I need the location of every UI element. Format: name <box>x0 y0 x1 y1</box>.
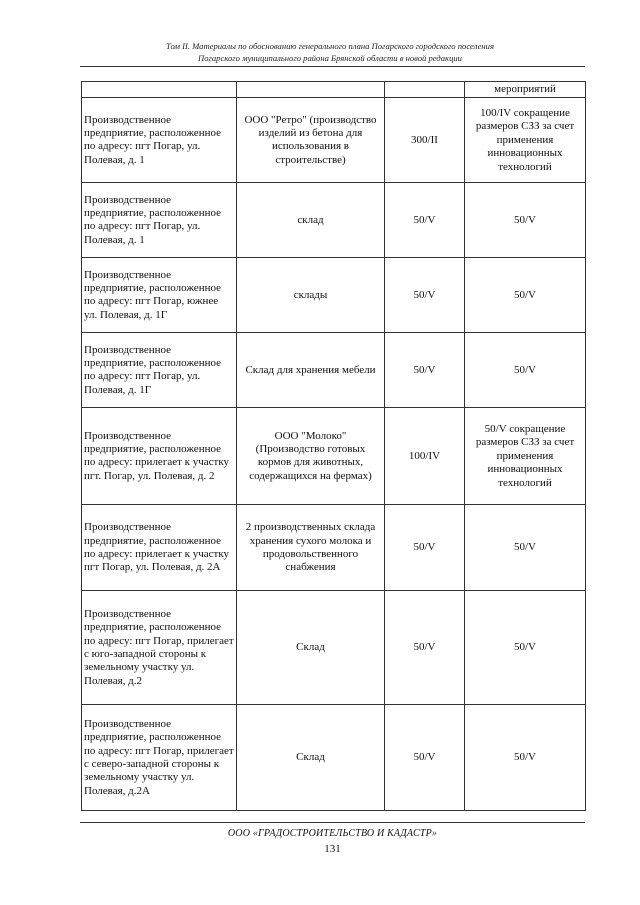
table-row <box>82 591 586 705</box>
table-cell <box>385 82 465 98</box>
table-row-continuation <box>82 82 586 98</box>
object-cell: ООО "Ретро" (производство изделий из бетона для использования в строительстве) <box>237 98 385 183</box>
object-cell: склад <box>237 183 385 258</box>
table-row <box>82 408 586 505</box>
table-cell <box>237 82 385 98</box>
running-header <box>80 40 580 64</box>
measures-cell: 50/V <box>465 333 586 408</box>
table-row <box>82 505 586 591</box>
object-cell: склады <box>237 258 385 333</box>
footer-divider <box>80 822 585 823</box>
page-number: 131 <box>324 843 341 855</box>
table-cell <box>82 82 237 98</box>
measures-cell: 50/V <box>465 505 586 591</box>
enterprise-cell: Производственное предприятие, расположенное по адресу: пгт Погар, ул. Полевая, д. 1 <box>82 98 237 183</box>
footer-organization: ООО «ГРАДОСТРОИТЕЛЬСТВО И КАДАСТР» <box>227 828 438 839</box>
sanitary-zone-table <box>81 81 586 811</box>
object-cell: Склад <box>237 591 385 705</box>
table-row <box>82 98 586 183</box>
enterprise-cell: Производственное предприятие, расположенное по адресу: прилегает к участку пгт. Погар, ул. Полевая, д. 2 <box>82 408 237 505</box>
enterprise-cell: Производственное предприятие, расположенное по адресу: пгт Погар, прилегает с юго-западной стороны к земельному участку ул. Полевая, д.2 <box>82 591 237 705</box>
zone-cell: 100/IV <box>385 408 465 505</box>
object-cell: ООО "Молоко" (Производство готовых кормов для животных, содержащихся на фермах) <box>237 408 385 505</box>
enterprise-cell: Производственное предприятие, расположенное по адресу: пгт Погар, прилегает с северо-западной стороны к земельному участку ул. Полевая, д.2А <box>82 705 237 811</box>
zone-cell: 50/V <box>385 333 465 408</box>
object-cell: 2 производственных склада хранения сухого молока и продовольственного снабжения <box>237 505 385 591</box>
object-cell: Склад <box>237 705 385 811</box>
table-row <box>82 333 586 408</box>
zone-cell: 50/V <box>385 591 465 705</box>
enterprise-cell: Производственное предприятие, расположенное по адресу: пгт Погар, ул. Полевая, д. 1 <box>82 183 237 258</box>
header-divider <box>80 66 585 67</box>
measures-cell: 50/V <box>465 183 586 258</box>
measures-cell: 100/IV сокращение размеров СЗЗ за счет применения инновационных технологий <box>465 98 586 183</box>
enterprise-cell: Производственное предприятие, расположенное по адресу: прилегает к участку пгт Погар, ул. Полевая, д. 2А <box>82 505 237 591</box>
table-row <box>82 258 586 333</box>
zone-cell: 50/V <box>385 705 465 811</box>
table-row <box>82 183 586 258</box>
enterprise-cell: Производственное предприятие, расположенное по адресу: пгт Погар, южнее ул. Полевая, д. 1Г <box>82 258 237 333</box>
header-line-1: Том II. Материалы по обоснованию генерального плана Погарского городского поселения <box>166 41 494 51</box>
measures-cell: 50/V <box>465 258 586 333</box>
measures-cell: 50/V <box>465 705 586 811</box>
header-line-2: Погарского муниципального района Брянской области в новой редакции <box>198 53 462 63</box>
measures-cell: 50/V сокращение размеров СЗЗ за счет применения инновационных технологий <box>465 408 586 505</box>
object-cell: Склад для хранения мебели <box>237 333 385 408</box>
zone-cell: 50/V <box>385 505 465 591</box>
measures-cell: 50/V <box>465 591 586 705</box>
zone-cell: 300/II <box>385 98 465 183</box>
table-cell: мероприятий <box>465 82 586 98</box>
enterprise-cell: Производственное предприятие, расположенное по адресу: пгт Погар, ул. Полевая, д. 1Г <box>82 333 237 408</box>
zone-cell: 50/V <box>385 258 465 333</box>
table-row <box>82 705 586 811</box>
zone-cell: 50/V <box>385 183 465 258</box>
